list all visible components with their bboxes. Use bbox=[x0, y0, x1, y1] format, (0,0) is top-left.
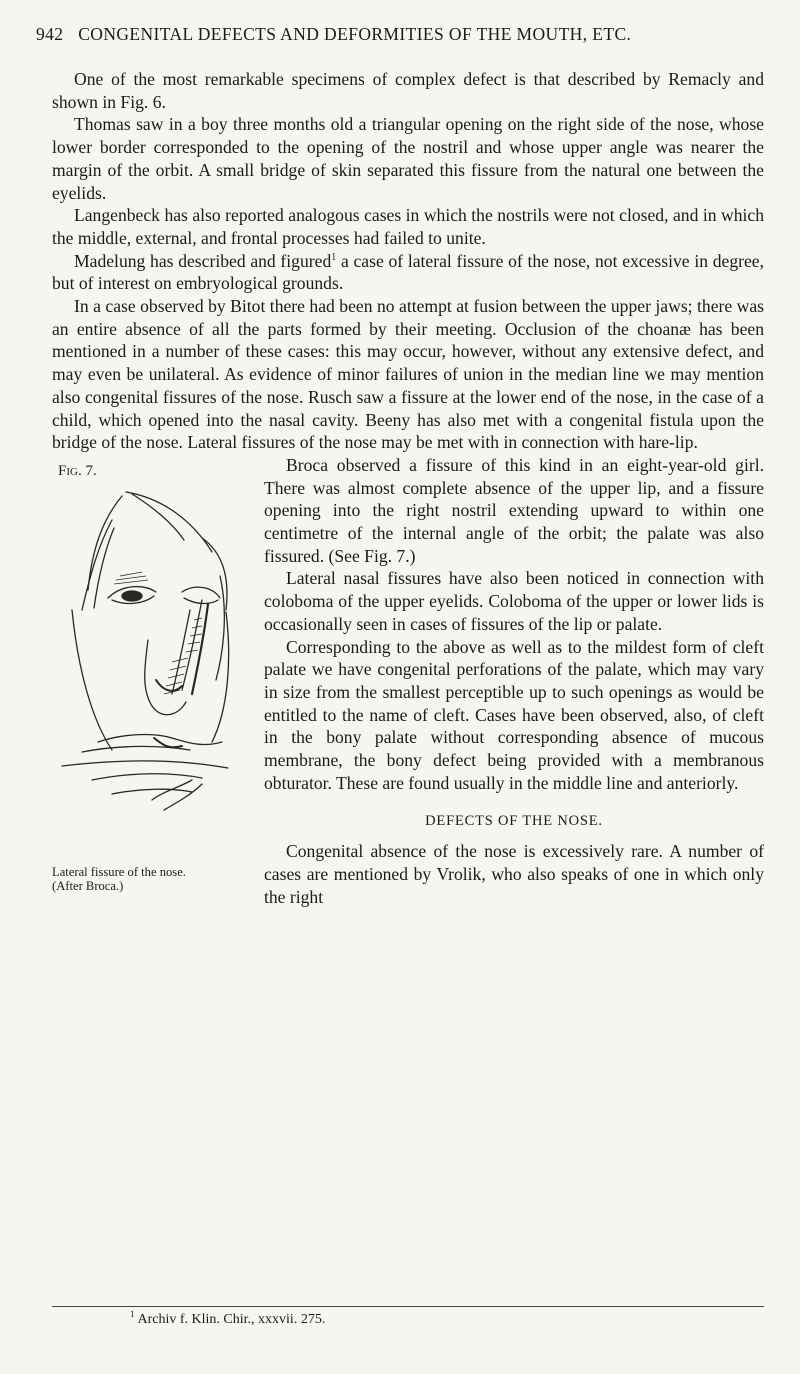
footnote-marker: 1 bbox=[130, 1309, 135, 1320]
paragraph-madelung-a: Madelung has described and figured bbox=[74, 250, 332, 271]
paragraph-broca: Broca observed a fissure of this kind in an eight-year-old girl. There was almost complete absence of the upper lip, and a fissure opening into the right nostril extending upward to within one centimetre of the internal angle of the orbit; the palate was also fissured. (See Fig. 7.) bbox=[264, 454, 764, 566]
footnote-rule bbox=[52, 1306, 764, 1307]
paragraph-madelung-b: a case of lateral fissure of the nose, not excessive in degree, but of interest on embryological grounds. bbox=[52, 250, 764, 294]
paragraph-perforations: Corresponding to the above as well as to the mildest form of cleft palate we have congenital perforations of the palate, which may vary in size from the smallest perceptible up to such openings as would be entitled to the name of cleft. Cases have been observed, also, of cleft in the bony palate without corresponding absence of mucous membrane, the bony defect being provided with a membranous obturator. These are found usually in the middle line and anteriorly. bbox=[264, 636, 764, 793]
paragraph-absence-of-nose: Congenital absence of the nose is excessively rare. A number of cases are mentioned by Vrolik, who also speaks of one in which only the right bbox=[264, 841, 764, 907]
lateral-nose-fissure-illustration bbox=[52, 480, 250, 860]
paragraph-madelung bbox=[52, 250, 764, 295]
footnote-text: Archiv f. Klin. Chir., xxxvii. 275. bbox=[137, 1312, 326, 1327]
footnote-ref[interactable]: 1 bbox=[331, 251, 337, 263]
figure-label: Fig. 7. bbox=[58, 462, 97, 479]
figure-caption-title: Lateral fissure of the nose. bbox=[52, 864, 186, 879]
running-head bbox=[36, 24, 764, 45]
figure-7 bbox=[52, 460, 250, 910]
paragraph-remacly: One of the most remarkable specimens of complex defect is that described by Remacly and shown in Fig. 6. bbox=[52, 69, 764, 112]
paragraph-bitot: In a case observed by Bitot there had been no attempt at fusion between the upper jaws; there was an entire absence of all the parts formed by their meeting. Occlusion of the choanæ has been mentioned in a number of these cases: this may occur, however, without any extensive defect, and may even be unilateral. As evidence of minor failures of union in the median line we may mention also congenital fissures of the nose. Rusch saw a fissure at the lower end of the nose, in the case of a child, which opened into the nasal cavity. Beeny has also met with a congenital fistula upon the bridge of the nose. Lateral fissures of the nose may be met with in connection with hare-lip. bbox=[52, 296, 764, 453]
paragraph-coloboma: Lateral nasal fissures have also been noticed in connection with coloboma of the upper eyelids. Coloboma of the upper or lower lids is occasionally seen in cases of fissures of the lip or palate. bbox=[264, 568, 764, 634]
figure-caption-source: (After Broca.) bbox=[52, 878, 124, 893]
body-text bbox=[52, 68, 764, 910]
section-heading: DEFECTS OF THE NOSE. bbox=[425, 812, 603, 829]
footnote bbox=[130, 1309, 750, 1328]
paragraph-thomas: Thomas saw in a boy three months old a triangular opening on the right side of the nose, whose lower border corresponded to the opening of the nostril and whose upper angle was nearer the margin of the orbit. A small bridge of skin separated this fissure from the natural one between the eyelids. bbox=[52, 114, 764, 203]
page-number: 942 bbox=[36, 24, 64, 44]
paragraph-langenbeck: Langenbeck has also reported analogous cases in which the nostrils were not closed, and in which the middle, external, and frontal processes had failed to unite. bbox=[52, 205, 764, 248]
figure-caption bbox=[52, 865, 252, 893]
running-title: CONGENITAL DEFECTS AND DEFORMITIES OF THE MOUTH, ETC. bbox=[78, 24, 632, 44]
